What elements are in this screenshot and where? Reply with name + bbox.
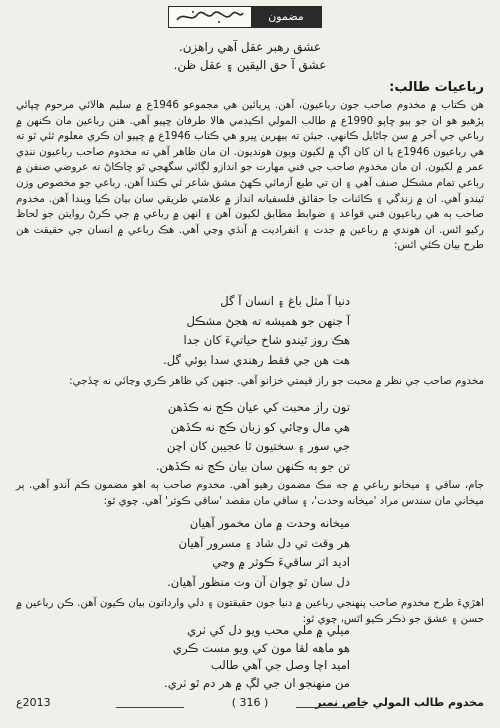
section-label: مضمون [251, 7, 321, 27]
publication-year: 2013ع [16, 696, 51, 709]
poem-line: آ جنهن جو هميشه ته هجڻ مشڪل [186, 313, 350, 328]
epigraph-line: عشق رهبر عقل آهي راهزن. [178, 40, 322, 54]
section-title: رباعيات طالب: [389, 80, 484, 95]
poem-line: هت هن جي فقط رهندي سدا بوئي گل. [163, 352, 350, 367]
poem-verses [150, 398, 350, 476]
poem-line: جي سور ۽ سختيون ٿا عجيبن کان اچن [166, 439, 350, 453]
paragraph-intro: هن ڪتاب ۾ مخدوم صاحب جون رباعيون، آهن. ڀريائين هي مجموعو 1946ع ۾ سليم هالائي مرحوم ڇپائي پڙهيو هو ان جو ٻيو ڇاپو 1990ع ۾ طالب المولي اڪيڊمي هالا طرفان ڇپيو آهي. هنن رباعين مان ڪنهن ۾ رباعي جي آخر ۾ سن ڄاڻايل ڪانهي. جيئن ته ٻيهرين ڀيرو هي ڪتاب 1946ع ۾ ڇپيو ان ڪري معلوم ٿئي ٿو ته هي رباعيون 1946ع يا ان کان اڳ ۾ لکيون ويون هونديون. ان مان ظاهر آهي ته مخدوم صاحب رباعيون ننڍي عمر ۾ لکيون. ان مان مخدوم صاحب جي فني مهارت جو اندازو لڳائي سگهجي ٿو ڇاڪاڻ ته عروضي صنفن ۾ رباعي تمام مشڪل صنف آهي ۽ ان تي طبع آزمائي ڪهڻ مشق شاعر ئي ڪندا آهن. رباعي جو مخصوص وزن ٿيندو آهي. ان ۾ زندگي ۽ ڪائنات جا حقائق فلسفيانه انداز ۾ علامتي طريقي سان بيان ڪيا ويندا آهن. مخدوم صاحب ٻه هي رباعيون فني قواعد ۽ ضوابط مطابق لکيون آهن ۽ انهن ۾ رباعي ۾ جي ڪرڻ روايتن جو لحاظ رکيو اٿس. ان هوندي ۾ رباعين ۾ جدت ۽ انفراديت ۾ آنڌي وڃي آهي. هڪ رباعي ۾ انسان جي حقيقت هن طرح بيان ڪئي اٿس: [16, 99, 485, 252]
poem-line: ميلي ۾ ملي محب ويو دل کي ٺري [187, 623, 350, 637]
footer-rule [296, 707, 364, 708]
paragraph-love-beauty: اهڙيءَ طرح مخدوم صاحب پنهنجي رباعين ۾ دنيا جون حقيقتون ۽ دلي وارداتون بيان ڪيون آهن. ڪن رباعين ۾ حسن ۽ عشق جو ذڪر ڪيو اٿس، چوي ٿو: [16, 597, 484, 625]
poem-line: دل سان ٿو چوان آن وت منظور آهيان. [167, 574, 350, 589]
publication-name: مخدوم طالب المولي خاص نمبر [315, 696, 484, 709]
epigraph-line: عشق آ حق اليقين ۽ عقل ظن. [173, 58, 327, 72]
page-number: ( 316 ) [231, 696, 269, 709]
poem-line: تون راز محبت کي عيان ڪج نه ڪڏهن [167, 400, 350, 414]
poem-line: تن جو ٻه ڪنهن سان بيان ڪج نه ڪڏهن. [155, 458, 350, 473]
poem-line: اديد اثر ساقيءَ ڪوثر ۾ وڃي [212, 555, 350, 569]
poem-line: هر وقت تي دل شاد ۽ مسرور آهيان [178, 535, 350, 550]
magazine-logo [173, 9, 245, 25]
poem-verses [150, 514, 350, 592]
paragraph-saki: جام، ساقي ۽ ميخانو رباعي ۾ جه مڪ مضمون رهيو آهي. مخدوم صاحب ٻه اهو مضمون ڪم آندو آهي. ٻر ميخاني مان سندس مراد 'ميخانه وحدت'، ۽ ساقي مان مقصد 'ساقي ڪوثر' آهي. چوي ٿو: [16, 479, 484, 507]
poem-line: دنيا آ مثل باغ ۽ انسان آ گل [220, 294, 350, 308]
epigraph [0, 38, 500, 74]
poem-verses [150, 622, 350, 692]
poem-line: هي مال وڃائي کو زبان ڪج نه ڪڏهن [170, 419, 350, 434]
article-header [168, 6, 322, 28]
poem-line: ميخانه وحدت ۾ مان مخمور آهيان [189, 516, 350, 530]
poem-line: هو ماهه لقا مون کي ويو مست ڪري [172, 640, 350, 655]
poem-line: من منهنجو ان جي لڳ ۾ هر دم ٿو ٺري. [164, 675, 350, 690]
paragraph-love-secret: مخدوم صاحب جي نظر ۾ محبت جو راز قيمتي خزانو آهي. جنهن کي ظاهر ڪري وڃائي نه ڇڏجي: [69, 375, 484, 387]
page-footer [16, 696, 484, 714]
poem-verses [150, 292, 350, 370]
poem-line: هڪ روز ٿيندو شاخ حياتيءَ کان جدا [183, 333, 350, 347]
poem-line: اميد اچا وصل جي آهي طالب [210, 658, 350, 672]
